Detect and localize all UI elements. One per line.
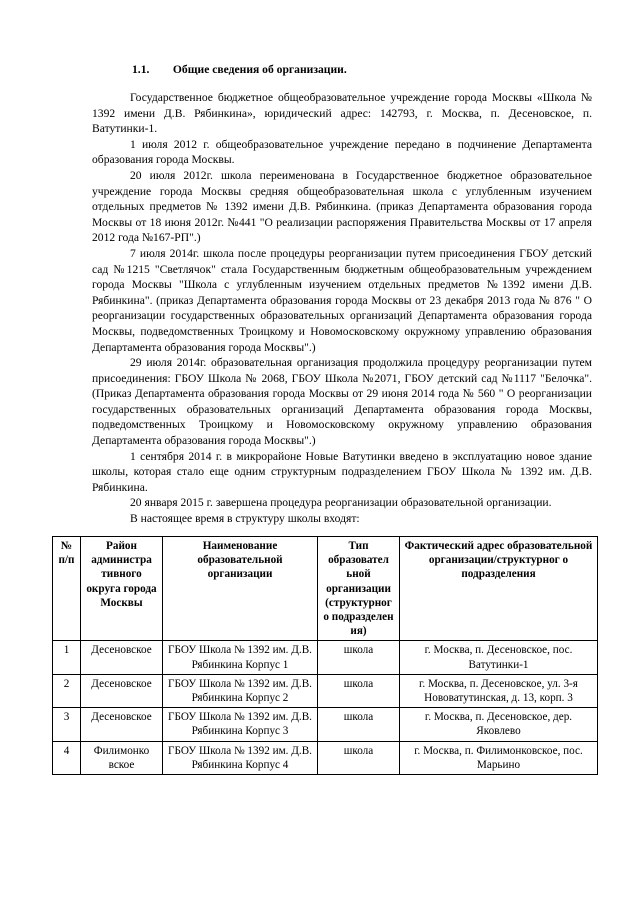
cell-organization-name: ГБОУ Школа № 1392 им. Д.В. Рябинкина Корпус 4 <box>163 741 318 774</box>
cell-organization-type: школа <box>318 674 400 707</box>
paragraph-2014-july-7: 7 июля 2014г. школа после процедуры реорганизации путем присоединения ГБОУ детский сад №1215 "Светлячок" стала Государственным бюджетным общеобразовательным учреждением города Москвы "Школа с углубленным изучением отдельных предметов №1392 имени Д.В. Рябинкина". (приказ Департамента образования города Москвы от 23 декабря 2013 года № 876 " О реорганизации государственных образовательных организаций Департамента образования города Москвы, подведомственных Троицкому и Новомосковскому окружному управлению образования Департамента образования города Москвы".) <box>92 246 592 354</box>
cell-organization-name: ГБОУ Школа № 1392 им. Д.В. Рябинкина Корпус 1 <box>163 641 318 674</box>
cell-district: Филимонко вское <box>81 741 163 774</box>
section-number: 1.1. <box>132 63 150 76</box>
structure-table <box>52 536 598 775</box>
header-district: Район администра тивного округа города Москвы <box>81 537 163 641</box>
cell-address: г. Москва, п. Десеновское, пос. Ватутинки-1 <box>400 641 598 674</box>
cell-number: 2 <box>53 674 81 707</box>
cell-address: г. Москва, п. Десеновское, ул. 3-я Нововатутинская, д. 13, корп. 3 <box>400 674 598 707</box>
section-title: Общие сведения об организации. <box>172 63 347 76</box>
cell-organization-name: ГБОУ Школа № 1392 им. Д.В. Рябинкина Корпус 3 <box>163 708 318 741</box>
header-organization-type: Тип образовател ьной организации (структурног о подразделен ия) <box>318 537 400 641</box>
table-row <box>53 741 598 774</box>
cell-district: Десеновское <box>81 641 163 674</box>
section-heading <box>132 62 347 78</box>
cell-district: Десеновское <box>81 708 163 741</box>
body-text <box>92 90 592 527</box>
cell-district: Десеновское <box>81 674 163 707</box>
header-organization-name: Наименование образовательной организации <box>163 537 318 641</box>
cell-number: 3 <box>53 708 81 741</box>
paragraph-address: Государственное бюджетное общеобразовательное учреждение города Москвы «Школа № 1392 имени Д.В. Рябинкина», юридический адрес: 142793, г. Москва, п. Десеновское, п. Ватутинки-1. <box>92 91 592 136</box>
paragraph-2012-july-20: 20 июля 2012г. школа переименована в Государственное бюджетное образовательное учреждение города Москвы средняя общеобразовательная школа с углубленным изучением отдельных предметов № 1392 имени Д.В. Рябинкина. (приказ Департамента образования города Москвы от 18 июня 2012г. №441 "О реализации распоряжения Правительства Москвы от 17 апреля 2012 года №167-РП".) <box>92 168 592 245</box>
header-number: № п/п <box>53 537 81 641</box>
cell-organization-name: ГБОУ Школа № 1392 им. Д.В. Рябинкина Корпус 2 <box>163 674 318 707</box>
table-row <box>53 674 598 707</box>
table-header-row <box>53 537 598 641</box>
cell-number: 4 <box>53 741 81 774</box>
paragraph-2014-sept-1: 1 сентября 2014 г. в микрорайоне Новые Ватутинки введено в эксплуатацию новое здание школы, которая стало еще одним структурным подразделением ГБОУ Школа № 1392 им. Д.В. Рябинкина. <box>92 449 592 494</box>
paragraph-2015-jan-20: 20 января 2015 г. завершена процедура реорганизации образовательной организации. <box>130 496 552 510</box>
table-row <box>53 641 598 674</box>
cell-organization-type: школа <box>318 641 400 674</box>
table-row <box>53 708 598 741</box>
header-actual-address: Фактический адрес образовательной организации/структурног о подразделения <box>400 537 598 641</box>
paragraph-2014-july-29: 29 июля 2014г. образовательная организация продолжила процедуру реорганизации путем присоединения: ГБОУ Школа № 2068, ГБОУ Школа №2071, ГБОУ детский сад №1117 "Белочка". (Приказ Департамента образования города Москвы от 29 июня 2014 года № 560 " О реорганизации государственных образовательных организаций Департамента образования города Москвы, подведомственных Троицкому и Новомосковскому окружному управлению образования Департамента образования города Москвы".) <box>92 356 592 448</box>
cell-organization-type: школа <box>318 741 400 774</box>
paragraph-structure-intro: В настоящее время в структуру школы входят: <box>130 512 360 526</box>
cell-organization-type: школа <box>318 708 400 741</box>
cell-address: г. Москва, п. Десеновское, дер. Яковлево <box>400 708 598 741</box>
cell-address: г. Москва, п. Филимонковское, пос. Марьино <box>400 741 598 774</box>
paragraph-2012-july-1: 1 июля 2012 г. общеобразовательное учреждение передано в подчинение Департамента образования города Москвы. <box>92 137 592 167</box>
cell-number: 1 <box>53 641 81 674</box>
